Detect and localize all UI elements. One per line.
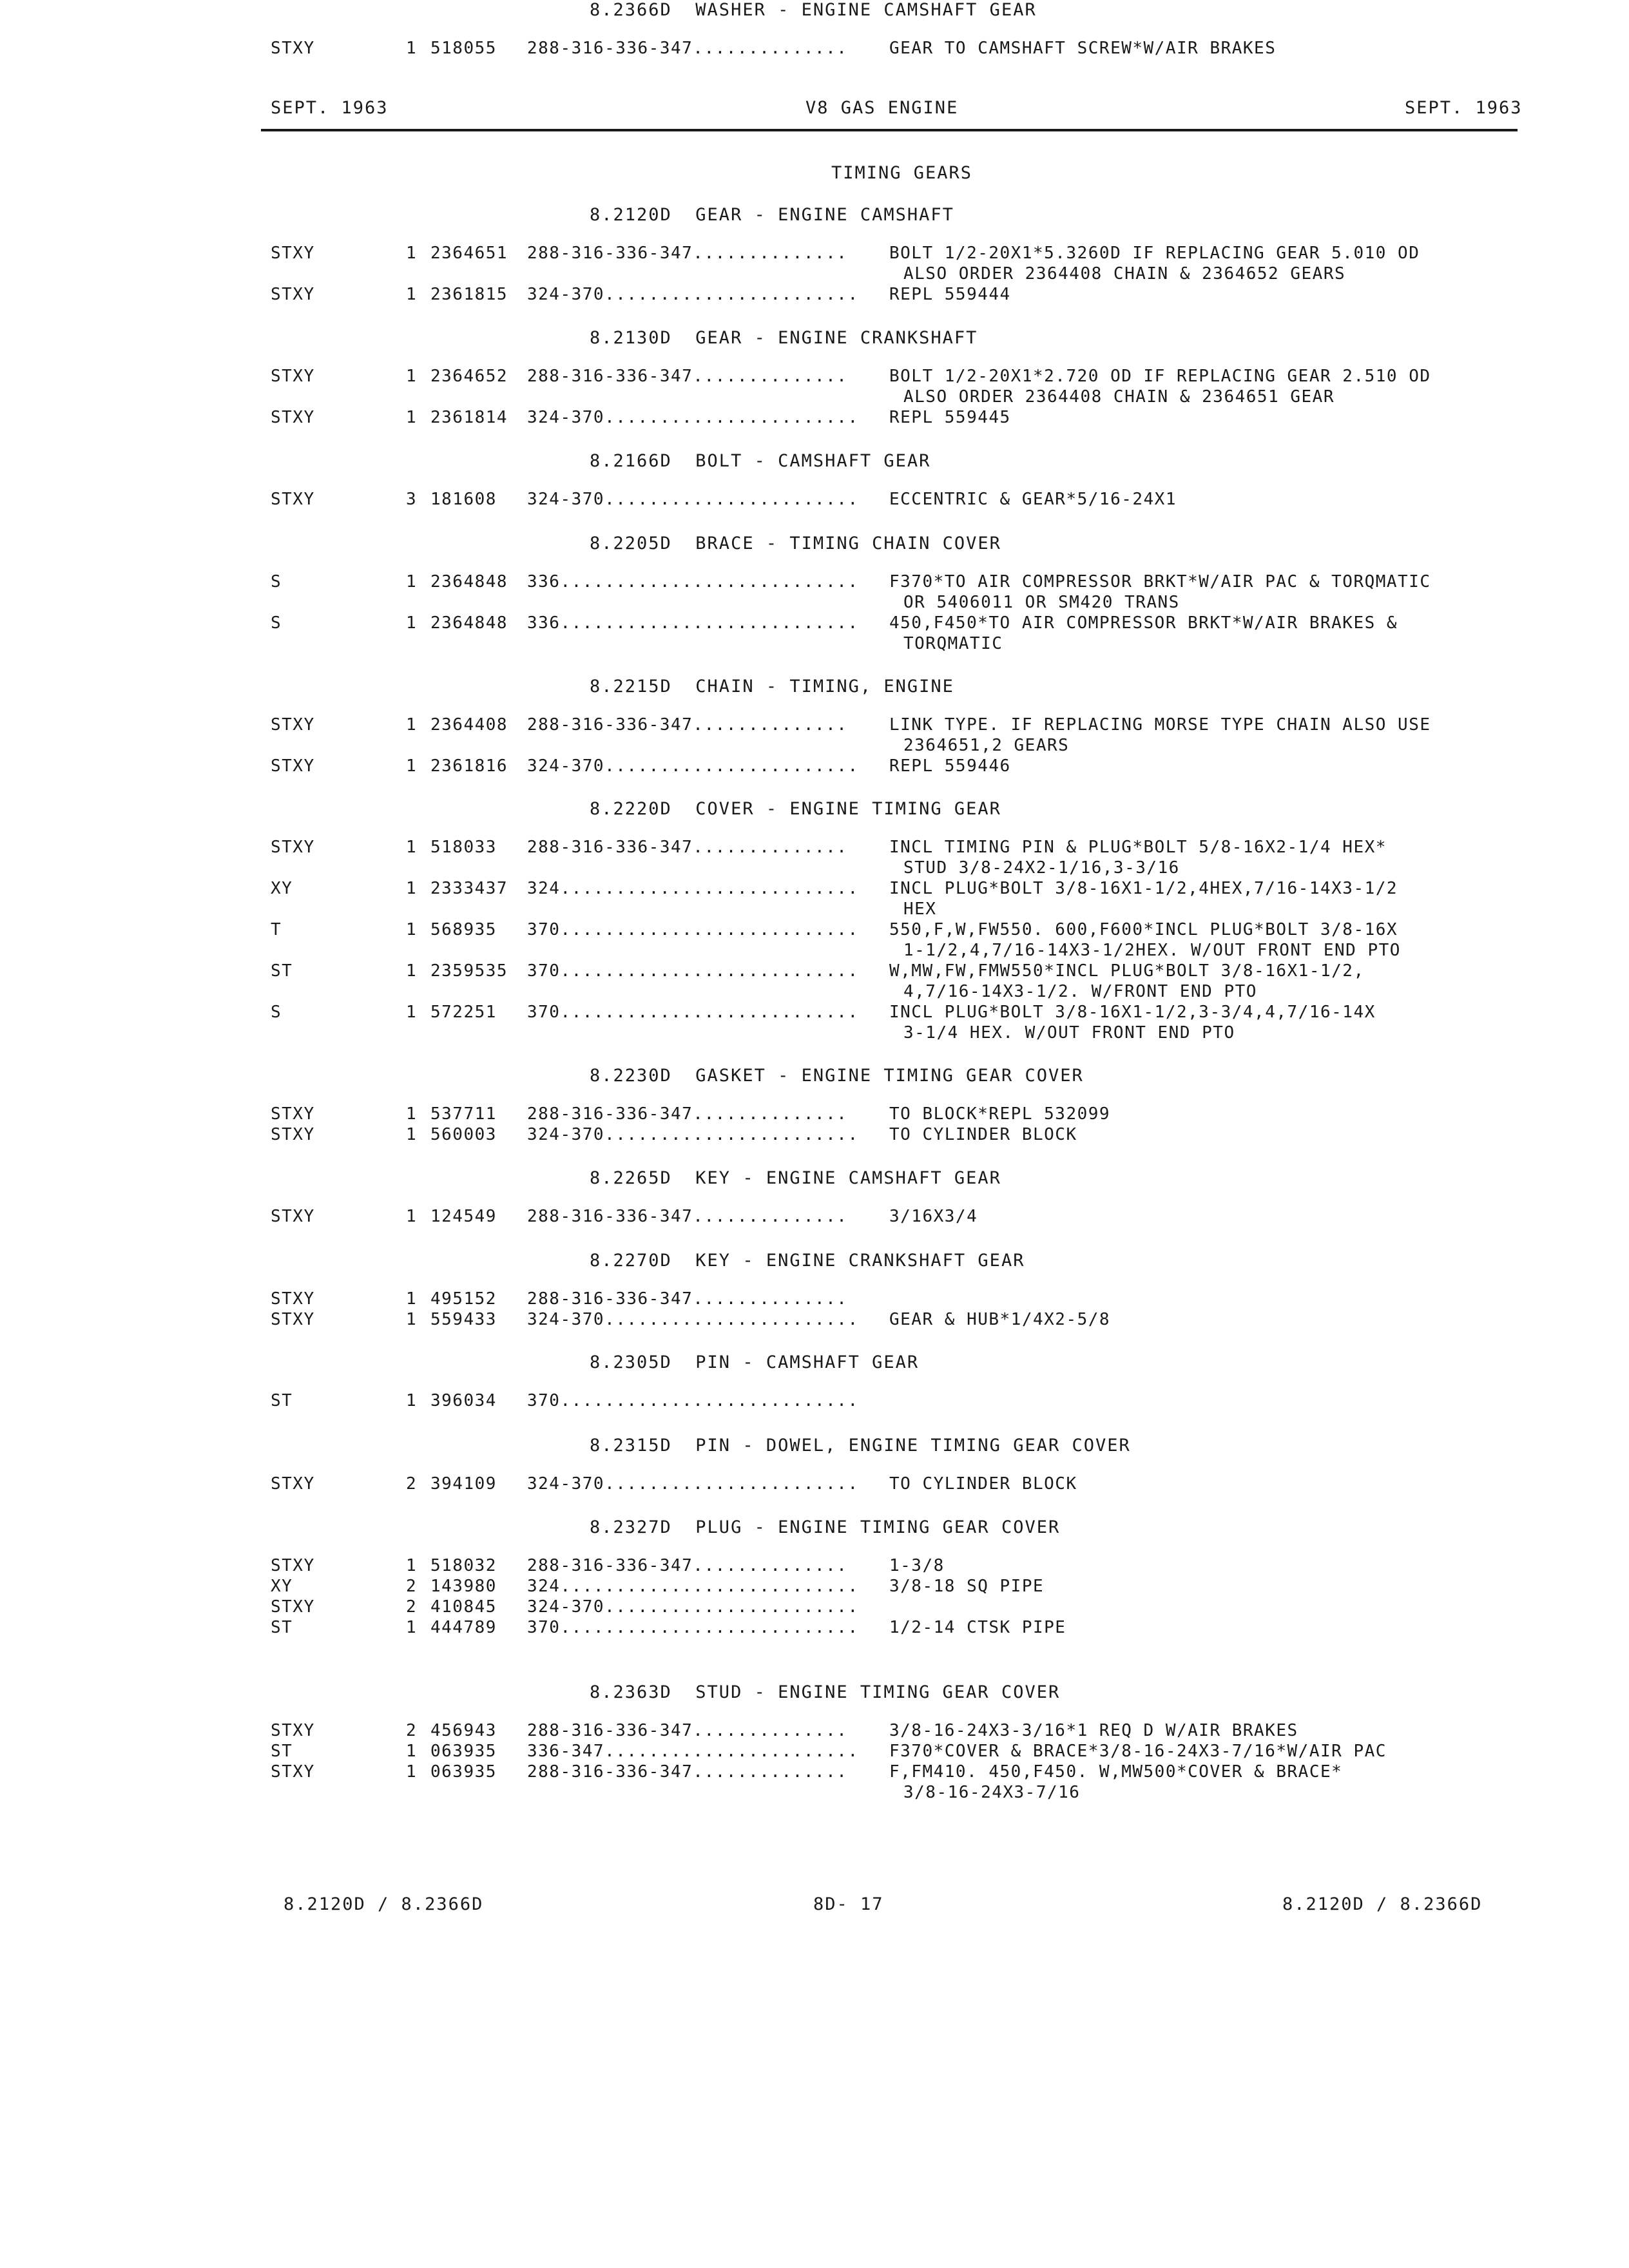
part-number: 572251 bbox=[430, 1003, 497, 1022]
engine-application: 324-370....................... bbox=[527, 408, 859, 427]
engine-application: 324-370....................... bbox=[527, 490, 859, 509]
model-codes: STXY bbox=[271, 1104, 315, 1124]
part-row bbox=[0, 1474, 1629, 1495]
part-number: 124549 bbox=[430, 1207, 497, 1226]
model-codes: T bbox=[271, 920, 282, 939]
part-row bbox=[0, 1003, 1629, 1023]
quantity: 1 bbox=[406, 1391, 418, 1410]
quantity: 1 bbox=[406, 961, 418, 981]
part-description: F370*COVER & BRACE*3/8-16-24X3-7/16*W/AIR PAC bbox=[889, 1742, 1387, 1761]
part-row-continuation bbox=[0, 736, 1629, 756]
part-row bbox=[0, 572, 1629, 593]
part-number: 410845 bbox=[430, 1597, 497, 1617]
part-number: 568935 bbox=[430, 920, 497, 939]
engine-application: 324-370....................... bbox=[527, 285, 859, 304]
part-description: BOLT 1/2-20X1*5.3260D IF REPLACING GEAR 5.010 OD bbox=[889, 244, 1420, 263]
part-description-continued: 4,7/16-14X3-1/2. W/FRONT END PTO bbox=[903, 982, 1257, 1001]
part-description-continued: 3/8-16-24X3-7/16 bbox=[903, 1783, 1081, 1802]
model-codes: STXY bbox=[271, 1721, 315, 1740]
engine-application: 370........................... bbox=[527, 1003, 859, 1022]
part-description-continued: ALSO ORDER 2364408 CHAIN & 2364652 GEARS bbox=[903, 264, 1346, 284]
model-codes: STXY bbox=[271, 1310, 315, 1329]
quantity: 2 bbox=[406, 1577, 418, 1596]
part-row bbox=[0, 920, 1629, 941]
part-number: 2361814 bbox=[430, 408, 508, 427]
part-description: 3/8-16-24X3-3/16*1 REQ D W/AIR BRAKES bbox=[889, 1721, 1298, 1740]
part-number: 143980 bbox=[430, 1577, 497, 1596]
engine-application: 336........................... bbox=[527, 572, 859, 591]
engine-application: 324-370....................... bbox=[527, 1310, 859, 1329]
part-row bbox=[0, 879, 1629, 899]
header-title: V8 GAS ENGINE bbox=[805, 98, 959, 118]
model-codes: STXY bbox=[271, 1556, 315, 1575]
part-row bbox=[0, 961, 1629, 982]
part-row bbox=[0, 1618, 1629, 1639]
part-row bbox=[0, 1104, 1629, 1125]
part-row bbox=[0, 244, 1629, 264]
engine-application: 324........................... bbox=[527, 879, 859, 898]
part-description: REPL 559444 bbox=[889, 285, 1011, 304]
part-number: 560003 bbox=[430, 1125, 497, 1144]
part-row bbox=[0, 756, 1629, 777]
part-row-continuation bbox=[0, 982, 1629, 1003]
header-rule bbox=[261, 129, 1518, 131]
part-number: 2359535 bbox=[430, 961, 508, 981]
engine-application: 324........................... bbox=[527, 1577, 859, 1596]
section-heading: 8.2265D KEY - ENGINE CAMSHAFT GEAR bbox=[590, 1168, 1001, 1188]
part-description: TO BLOCK*REPL 532099 bbox=[889, 1104, 1111, 1124]
quantity: 2 bbox=[406, 1597, 418, 1617]
part-description: ECCENTRIC & GEAR*5/16-24X1 bbox=[889, 490, 1177, 509]
model-codes: STXY bbox=[271, 1762, 315, 1782]
model-codes: ST bbox=[271, 1742, 293, 1761]
part-row bbox=[0, 1310, 1629, 1331]
model-codes: STXY bbox=[271, 1207, 315, 1226]
quantity: 1 bbox=[406, 715, 418, 735]
model-codes: STXY bbox=[271, 1597, 315, 1617]
model-codes: STXY bbox=[271, 1289, 315, 1309]
part-description-continued: TORQMATIC bbox=[903, 634, 1003, 653]
quantity: 1 bbox=[406, 879, 418, 898]
section-heading: 8.2366D WASHER - ENGINE CAMSHAFT GEAR bbox=[590, 0, 1037, 20]
part-row bbox=[0, 1391, 1629, 1412]
engine-application: 288-316-336-347.............. bbox=[527, 1104, 848, 1124]
model-codes: STXY bbox=[271, 244, 315, 263]
section-heading: 8.2220D COVER - ENGINE TIMING GEAR bbox=[590, 799, 1001, 819]
part-description: F370*TO AIR COMPRESSOR BRKT*W/AIR PAC & TORQMATIC bbox=[889, 572, 1431, 591]
part-number: 2361816 bbox=[430, 756, 508, 776]
part-number: 2364848 bbox=[430, 613, 508, 633]
section-heading: 8.2315D PIN - DOWEL, ENGINE TIMING GEAR COVER bbox=[590, 1436, 1131, 1456]
model-codes: STXY bbox=[271, 285, 315, 304]
model-codes: ST bbox=[271, 1391, 293, 1410]
parts-list bbox=[0, 838, 1629, 1044]
engine-application: 370........................... bbox=[527, 961, 859, 981]
quantity: 1 bbox=[406, 1310, 418, 1329]
page-title: TIMING GEARS bbox=[831, 163, 973, 183]
part-description: INCL PLUG*BOLT 3/8-16X1-1/2,3-3/4,4,7/16-14X bbox=[889, 1003, 1376, 1022]
quantity: 1 bbox=[406, 1742, 418, 1761]
part-number: 396034 bbox=[430, 1391, 497, 1410]
parts-list bbox=[0, 715, 1629, 777]
model-codes: ST bbox=[271, 961, 293, 981]
engine-application: 288-316-336-347.............. bbox=[527, 1762, 848, 1782]
part-number: 2364408 bbox=[430, 715, 508, 735]
quantity: 1 bbox=[406, 838, 418, 857]
part-description: INCL PLUG*BOLT 3/8-16X1-1/2,4HEX,7/16-14X3-1/2 bbox=[889, 879, 1398, 898]
part-row bbox=[0, 1721, 1629, 1742]
parts-list bbox=[0, 1104, 1629, 1146]
part-description: INCL TIMING PIN & PLUG*BOLT 5/8-16X2-1/4 HEX* bbox=[889, 838, 1387, 857]
section-heading: 8.2120D GEAR - ENGINE CAMSHAFT bbox=[590, 205, 954, 225]
parts-list bbox=[0, 1474, 1629, 1495]
engine-application: 370........................... bbox=[527, 1391, 859, 1410]
section-heading: 8.2305D PIN - CAMSHAFT GEAR bbox=[590, 1352, 920, 1372]
part-number: 537711 bbox=[430, 1104, 497, 1124]
part-description: REPL 559446 bbox=[889, 756, 1011, 776]
part-description-continued: STUD 3/8-24X2-1/16,3-3/16 bbox=[903, 858, 1180, 878]
part-number: 495152 bbox=[430, 1289, 497, 1309]
part-description: F,FM410. 450,F450. W,MW500*COVER & BRACE* bbox=[889, 1762, 1343, 1782]
part-row bbox=[0, 1125, 1629, 1146]
engine-application: 370........................... bbox=[527, 1618, 859, 1637]
part-row bbox=[0, 1289, 1629, 1310]
engine-application: 324-370....................... bbox=[527, 1597, 859, 1617]
header-date-left: SEPT. 1963 bbox=[271, 98, 389, 118]
part-number: 2364848 bbox=[430, 572, 508, 591]
parts-list bbox=[0, 1289, 1629, 1331]
engine-application: 288-316-336-347.............. bbox=[527, 838, 848, 857]
engine-application: 288-316-336-347.............. bbox=[527, 1289, 848, 1309]
quantity: 1 bbox=[406, 756, 418, 776]
part-number: 181608 bbox=[430, 490, 497, 509]
section-heading: 8.2230D GASKET - ENGINE TIMING GEAR COVER bbox=[590, 1066, 1084, 1086]
part-row bbox=[0, 1762, 1629, 1783]
part-number: 063935 bbox=[430, 1762, 497, 1782]
section-heading: 8.2363D STUD - ENGINE TIMING GEAR COVER bbox=[590, 1682, 1061, 1702]
part-row-continuation bbox=[0, 858, 1629, 879]
page-number: 8D- 17 bbox=[813, 1894, 884, 1914]
part-row bbox=[0, 1597, 1629, 1618]
quantity: 1 bbox=[406, 1003, 418, 1022]
quantity: 1 bbox=[406, 1556, 418, 1575]
quantity: 3 bbox=[406, 490, 418, 509]
part-description: 1-3/8 bbox=[889, 1556, 945, 1575]
part-row-continuation bbox=[0, 387, 1629, 408]
quantity: 1 bbox=[406, 920, 418, 939]
model-codes: S bbox=[271, 613, 282, 633]
part-description: 3/16X3/4 bbox=[889, 1207, 978, 1226]
quantity: 1 bbox=[406, 1125, 418, 1144]
model-codes: STXY bbox=[271, 1125, 315, 1144]
part-description: 450,F450*TO AIR COMPRESSOR BRKT*W/AIR BRAKES & bbox=[889, 613, 1398, 633]
part-number: 518055 bbox=[430, 39, 497, 58]
quantity: 1 bbox=[406, 408, 418, 427]
quantity: 1 bbox=[406, 285, 418, 304]
part-description-continued: ALSO ORDER 2364408 CHAIN & 2364651 GEAR bbox=[903, 387, 1335, 407]
quantity: 1 bbox=[406, 1762, 418, 1782]
section-heading: 8.2327D PLUG - ENGINE TIMING GEAR COVER bbox=[590, 1517, 1061, 1537]
part-description: TO CYLINDER BLOCK bbox=[889, 1125, 1077, 1144]
model-codes: S bbox=[271, 572, 282, 591]
quantity: 1 bbox=[406, 1289, 418, 1309]
part-row bbox=[0, 1742, 1629, 1762]
parts-list bbox=[0, 572, 1629, 655]
part-number: 2364651 bbox=[430, 244, 508, 263]
quantity: 1 bbox=[406, 572, 418, 591]
footer-range-right: 8.2120D / 8.2366D bbox=[1282, 1894, 1483, 1914]
engine-application: 288-316-336-347.............. bbox=[527, 1556, 848, 1575]
part-row bbox=[0, 1577, 1629, 1597]
part-row bbox=[0, 1207, 1629, 1227]
part-number: 518033 bbox=[430, 838, 497, 857]
section-heading: 8.2166D BOLT - CAMSHAFT GEAR bbox=[590, 451, 931, 471]
model-codes: XY bbox=[271, 1577, 293, 1596]
part-row-continuation bbox=[0, 1783, 1629, 1803]
model-codes: STXY bbox=[271, 490, 315, 509]
quantity: 1 bbox=[406, 1207, 418, 1226]
parts-list bbox=[0, 39, 1629, 59]
parts-list bbox=[0, 367, 1629, 428]
model-codes: STXY bbox=[271, 838, 315, 857]
footer-range-left: 8.2120D / 8.2366D bbox=[284, 1894, 484, 1914]
part-row bbox=[0, 715, 1629, 736]
engine-application: 288-316-336-347.............. bbox=[527, 244, 848, 263]
part-number: 444789 bbox=[430, 1618, 497, 1637]
part-number: 559433 bbox=[430, 1310, 497, 1329]
part-description-continued: HEX bbox=[903, 899, 937, 919]
parts-list bbox=[0, 1721, 1629, 1803]
parts-list bbox=[0, 1391, 1629, 1412]
engine-application: 288-316-336-347.............. bbox=[527, 715, 848, 735]
part-row bbox=[0, 838, 1629, 858]
part-row bbox=[0, 613, 1629, 634]
part-number: 2364652 bbox=[430, 367, 508, 386]
part-number: 2361815 bbox=[430, 285, 508, 304]
section-heading: 8.2215D CHAIN - TIMING, ENGINE bbox=[590, 677, 954, 697]
part-number: 518032 bbox=[430, 1556, 497, 1575]
engine-application: 336-347....................... bbox=[527, 1742, 859, 1761]
part-row-continuation bbox=[0, 1023, 1629, 1044]
part-description-continued: 1-1/2,4,7/16-14X3-1/2HEX. W/OUT FRONT END PTO bbox=[903, 941, 1401, 960]
engine-application: 336........................... bbox=[527, 613, 859, 633]
part-number: 2333437 bbox=[430, 879, 508, 898]
engine-application: 288-316-336-347.............. bbox=[527, 367, 848, 386]
part-description: W,MW,FW,FMW550*INCL PLUG*BOLT 3/8-16X1-1/2, bbox=[889, 961, 1365, 981]
model-codes: S bbox=[271, 1003, 282, 1022]
parts-list bbox=[0, 1207, 1629, 1227]
part-row-continuation bbox=[0, 593, 1629, 613]
part-description-continued: 3-1/4 HEX. W/OUT FRONT END PTO bbox=[903, 1023, 1235, 1043]
part-description: GEAR TO CAMSHAFT SCREW*W/AIR BRAKES bbox=[889, 39, 1277, 58]
part-description: REPL 559445 bbox=[889, 408, 1011, 427]
quantity: 1 bbox=[406, 367, 418, 386]
quantity: 1 bbox=[406, 39, 418, 58]
part-description: BOLT 1/2-20X1*2.720 OD IF REPLACING GEAR 2.510 OD bbox=[889, 367, 1431, 386]
quantity: 2 bbox=[406, 1474, 418, 1494]
part-description: TO CYLINDER BLOCK bbox=[889, 1474, 1077, 1494]
part-description: 550,F,W,FW550. 600,F600*INCL PLUG*BOLT 3/8-16X bbox=[889, 920, 1398, 939]
quantity: 1 bbox=[406, 613, 418, 633]
quantity: 2 bbox=[406, 1721, 418, 1740]
part-row-continuation bbox=[0, 264, 1629, 285]
part-number: 063935 bbox=[430, 1742, 497, 1761]
part-description-continued: OR 5406011 OR SM420 TRANS bbox=[903, 593, 1180, 612]
quantity: 1 bbox=[406, 1618, 418, 1637]
engine-application: 324-370....................... bbox=[527, 756, 859, 776]
model-codes: XY bbox=[271, 879, 293, 898]
model-codes: STXY bbox=[271, 715, 315, 735]
part-number: 394109 bbox=[430, 1474, 497, 1494]
parts-list bbox=[0, 490, 1629, 510]
part-row bbox=[0, 39, 1629, 59]
part-description: 1/2-14 CTSK PIPE bbox=[889, 1618, 1066, 1637]
engine-application: 288-316-336-347.............. bbox=[527, 1721, 848, 1740]
engine-application: 288-316-336-347.............. bbox=[527, 1207, 848, 1226]
part-description: 3/8-18 SQ PIPE bbox=[889, 1577, 1045, 1596]
model-codes: STXY bbox=[271, 756, 315, 776]
part-row bbox=[0, 408, 1629, 428]
parts-list bbox=[0, 1556, 1629, 1639]
part-description: LINK TYPE. IF REPLACING MORSE TYPE CHAIN ALSO USE bbox=[889, 715, 1431, 735]
parts-list bbox=[0, 244, 1629, 305]
section-heading: 8.2270D KEY - ENGINE CRANKSHAFT GEAR bbox=[590, 1251, 1025, 1271]
part-row bbox=[0, 285, 1629, 305]
quantity: 1 bbox=[406, 244, 418, 263]
model-codes: STXY bbox=[271, 367, 315, 386]
model-codes: STXY bbox=[271, 39, 315, 58]
part-row bbox=[0, 367, 1629, 387]
part-row-continuation bbox=[0, 899, 1629, 920]
model-codes: STXY bbox=[271, 1474, 315, 1494]
section-heading: 8.2205D BRACE - TIMING CHAIN COVER bbox=[590, 533, 1001, 553]
model-codes: STXY bbox=[271, 408, 315, 427]
part-row-continuation bbox=[0, 941, 1629, 961]
part-row bbox=[0, 1556, 1629, 1577]
engine-application: 288-316-336-347.............. bbox=[527, 39, 848, 58]
engine-application: 324-370....................... bbox=[527, 1474, 859, 1494]
engine-application: 370........................... bbox=[527, 920, 859, 939]
section-heading: 8.2130D GEAR - ENGINE CRANKSHAFT bbox=[590, 328, 978, 348]
part-description: GEAR & HUB*1/4X2-5/8 bbox=[889, 1310, 1111, 1329]
model-codes: ST bbox=[271, 1618, 293, 1637]
quantity: 1 bbox=[406, 1104, 418, 1124]
part-row bbox=[0, 490, 1629, 510]
part-row-continuation bbox=[0, 634, 1629, 655]
part-description-continued: 2364651,2 GEARS bbox=[903, 736, 1070, 755]
part-number: 456943 bbox=[430, 1721, 497, 1740]
engine-application: 324-370....................... bbox=[527, 1125, 859, 1144]
header-date-right: SEPT. 1963 bbox=[1405, 98, 1523, 118]
